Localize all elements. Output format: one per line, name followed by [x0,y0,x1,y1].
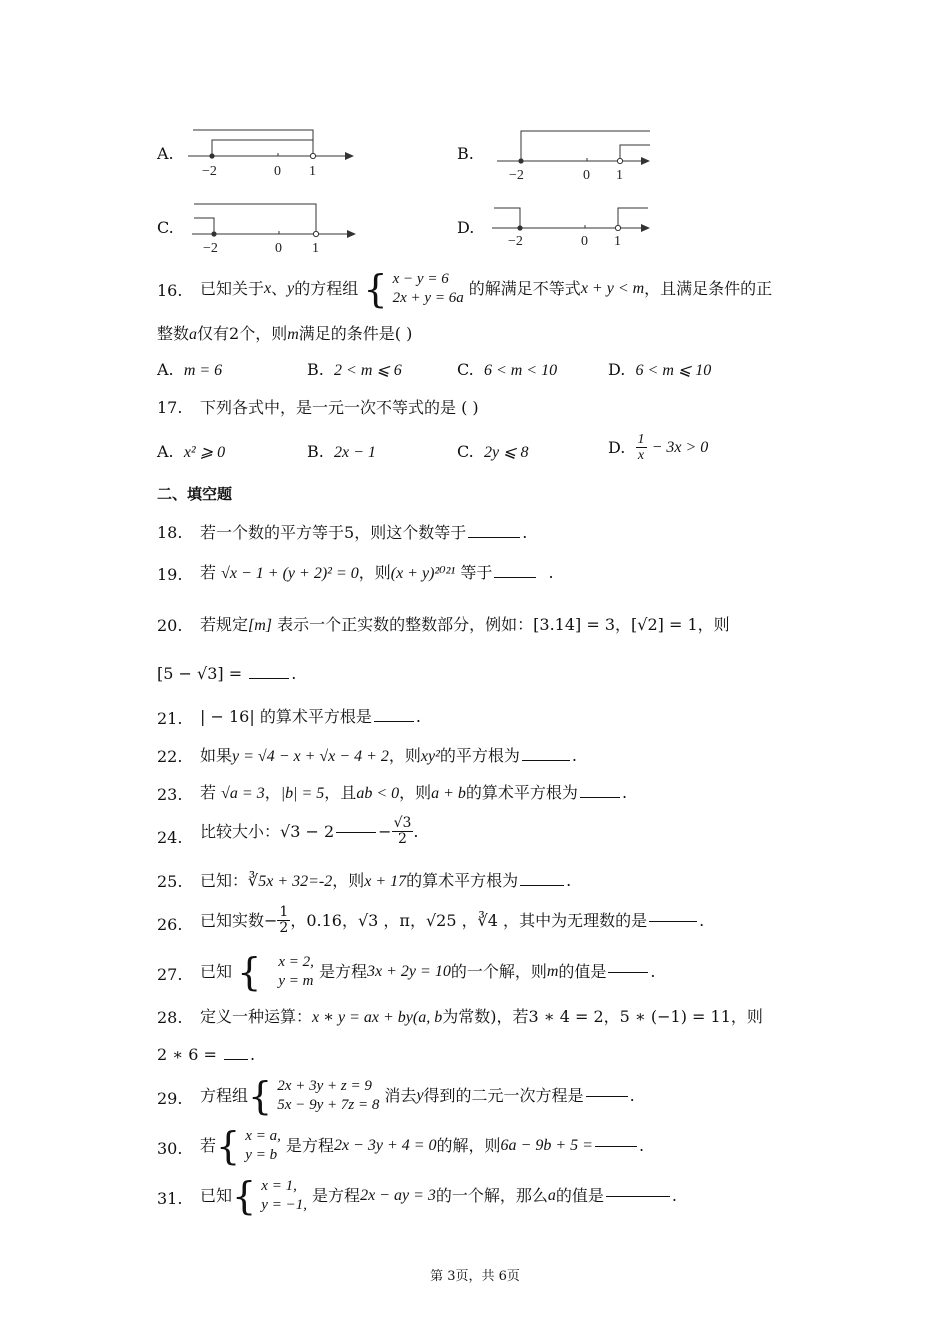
question-25-text: 已知：∛5x + 32=-2，则x + 17的算术平方根为 . [200,871,572,890]
equation-system: x = 2, y = m [278,954,314,989]
fraction: $\frac{1}{2}$ [279,904,289,937]
question-number: 28. [157,1008,183,1027]
brace: { [237,950,262,994]
tick-label: −2 [203,241,218,256]
option-d: D. $\frac{1}{x}$ − 3x > 0 [608,432,709,464]
answer-blank[interactable] [522,759,570,761]
option-b: B. 2 < m ⩽ 6 [307,360,402,379]
question-28-line1: 定义一种运算：x ∗ y = ax + by(a, b为常数)，若3 ∗ 4 = 2，5 ∗ (−1) = 11，则 [200,1007,763,1026]
question-21-text: | − 16| 的算术平方根是 . [200,707,421,726]
answer-blank[interactable] [606,1195,670,1197]
question-number: 17. [157,398,183,417]
question-number: 26. [157,915,183,934]
fraction: $\frac{√3}{2}$ [393,815,412,848]
question-number: 22. [157,747,183,766]
tick-label: 0 [274,164,281,179]
question-20-line2: [5 − √3] = . [157,664,297,683]
answer-blank[interactable] [249,677,289,679]
question-number: 30. [157,1139,183,1158]
question-number: 18. [157,523,183,542]
brace: { [216,1124,241,1168]
tick-label: −2 [508,234,523,249]
brace: { [248,1074,273,1118]
number-line-a [188,125,363,180]
question-28-line2: 2 ∗ 6 = . [157,1045,256,1064]
question-number: 16. [157,281,183,300]
tick-label: −2 [202,164,217,179]
question-29-text: 方程组{ 2x + 3y + z = 9 5x − 9y + 7z = 8 消去y得到的二元一次方程是 . [200,1074,635,1118]
brace: { [232,1174,257,1218]
number-line-b [497,125,657,185]
answer-blank[interactable] [595,1145,637,1147]
equation-system: x = a, y = b [245,1128,281,1163]
question-26-text: 已知实数− $\frac{1}{2}$ ，0.16，√3 ，π，√25 ，∛4 ，其中为无理数的是 . [200,904,705,937]
equation-system: 2x + 3y + z = 9 5x − 9y + 7z = 8 [277,1078,380,1113]
fraction: $\frac{1}{x}$ [637,432,645,464]
question-16-line2: 整数a仅有2个，则m满足的条件是( ) [157,324,413,343]
tick-label: 1 [616,168,623,183]
tick-label: 1 [614,234,621,249]
answer-blank[interactable] [224,1058,248,1060]
question-27-text: 已知 { x = 2, y = m 是方程3x + 2y = 10的一个解，则m的值是 . [200,950,656,994]
option-a: A. x² ⩾ 0 [157,442,226,461]
answer-blank[interactable] [374,720,414,722]
question-number: 29. [157,1089,183,1108]
tick-label: 0 [581,234,588,249]
tick-label: −2 [509,168,524,183]
brace: { [363,267,388,311]
equation-system: x − y = 6 2x + y = 6a [392,271,464,306]
answer-blank[interactable] [494,576,536,578]
question-number: 21. [157,709,183,728]
option-b: B. 2x − 1 [307,442,376,461]
question-19-text: 若 √x − 1 + (y + 2)² = 0，则(x + y)²⁰²¹ 等于 . [200,563,554,582]
question-31-text: 已知{ x = 1, y = −1, 是方程2x − ay = 3的一个解，那么a的值是 . [200,1174,677,1218]
option-b-label: B. [457,144,474,163]
option-c: C. 6 < m < 10 [457,360,558,379]
option-c-label: C. [157,218,174,237]
equation-system: x = 1, y = −1, [261,1178,307,1213]
tick-label: 0 [583,168,590,183]
question-17-text: 下列各式中，是一元一次不等式的是 ( ) [200,398,479,417]
tick-label: 1 [312,241,319,256]
question-24-text: 比较大小：√3 − 2 − $\frac{√3}{2}$ . [200,815,419,848]
answer-blank[interactable] [608,971,648,973]
question-number: 31. [157,1189,183,1208]
question-16-line1: 已知关于x、y的方程组 { x − y = 6 2x + y = 6a 的解满足不等式x + y < m，且满足条件的正 [200,267,773,311]
question-number: 24. [157,828,183,847]
option-c: C. 2y ⩽ 8 [457,442,529,461]
answer-blank[interactable] [649,920,697,922]
question-22-text: 如果y = √4 − x + √x − 4 + 2，则xy²的平方根为 . [200,746,577,765]
section-title: 二、填空题 [157,485,233,503]
question-number: 20. [157,616,183,635]
question-18-text: 若一个数的平方等于5，则这个数等于 . [200,523,528,542]
tick-label: 1 [309,164,316,179]
answer-blank[interactable] [336,831,376,833]
question-number: 19. [157,565,183,584]
question-23-text: 若 √a = 3，|b| = 5，且ab < 0，则a + b的算术平方根为 . [200,783,628,802]
question-20-line1: 若规定[m] 表示一个正实数的整数部分，例如：[3.14] = 3，[√2] = 1，则 [200,615,730,634]
question-number: 27. [157,965,183,984]
tick-label: 0 [275,241,282,256]
question-number: 25. [157,872,183,891]
option-a: A. m = 6 [157,360,223,379]
option-a-label: A. [157,144,174,163]
answer-blank[interactable] [586,1095,628,1097]
number-line-c [192,198,362,256]
question-number: 23. [157,785,183,804]
page-footer: 第 3页，共 6页 [430,1269,520,1284]
answer-blank[interactable] [580,796,620,798]
answer-blank[interactable] [468,536,520,538]
answer-blank[interactable] [520,884,564,886]
question-30-text: 若{ x = a, y = b 是方程2x − 3y + 4 = 0的解，则6a − 9b + 5 = . [200,1124,645,1168]
option-d-label: D. [457,218,475,237]
option-d: D. 6 < m ⩽ 10 [608,360,712,379]
number-line-d [492,198,657,254]
